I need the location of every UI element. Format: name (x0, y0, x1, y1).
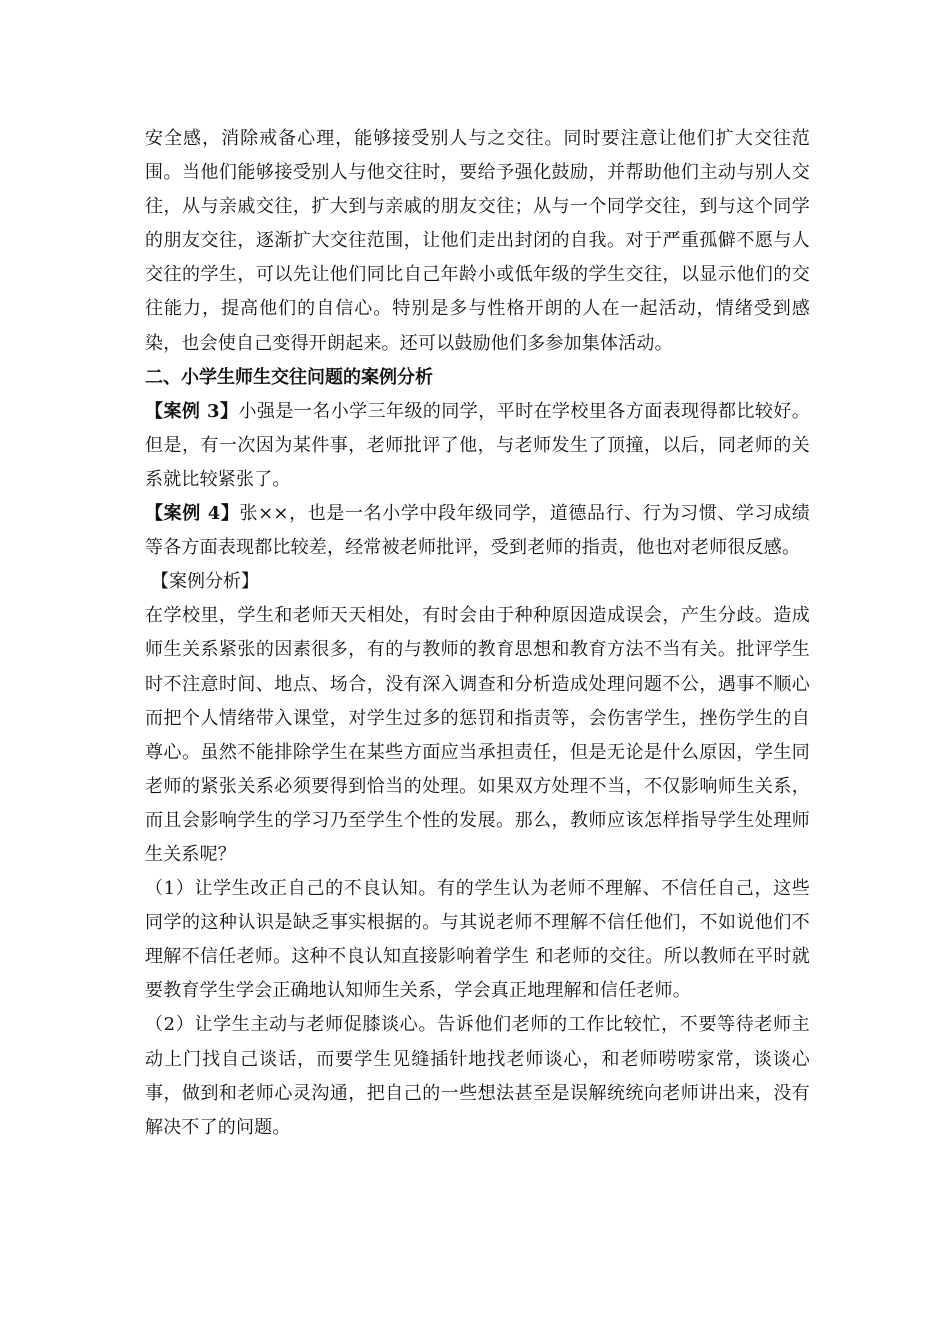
case-3-text: 小强是一名小学三年级的同学，平时在学校里各方面表现得都比较好。但是，有一次因为某件事，老师批评了他，与老师发生了顶撞，以后，同老师的关系就比较紧张了。 (145, 400, 810, 490)
analysis-paragraph: 在学校里，学生和老师天天相处，有时会由于种种原因造成误会，产生分歧。造成师生关系紧张的因素很多，有的与教师的教育思想和教育方法不当有关。批评学生时不注意时间、地点、场合，没有深入调查和分析造成处理问题不公，遇事不顺心而把个人情绪带入课堂，对学生过多的惩罚和指责等，会伤害学生，挫伤学生的自尊心。虽然不能排除学生在某些方面应当承担责任，但是无论是什么原因，学生同老师的紧张关系必须要得到恰当的处理。如果双方处理不当，不仅影响师生关系，而且会影响学生的学习乃至学生个性的发展。那么，教师应该怎样指导学生处理师生关系呢？ (145, 605, 810, 865)
section-heading: 二、小学生师生交往问题的案例分析 (145, 366, 433, 388)
case-4-label: 【案例 4】 (145, 503, 240, 525)
case-3-label: 【案例 3】 (145, 400, 239, 422)
point-2-paragraph: （2）让学生主动与老师促膝谈心。告诉他们老师的工作比较忙，不要等待老师主动上门找自己谈话，而要学生见缝插针地找老师谈心，和老师唠唠家常，谈谈心事，做到和老师心灵沟通，把自己的一些想法甚至是误解统统向老师讲出来，没有解决不了的问题。 (145, 1014, 810, 1138)
case-4-paragraph (145, 497, 810, 565)
case-4-text: 张××，也是一名小学中段年级同学，道德品行、行为习惯、学习成绩等各方面表现都比较差，经常被老师批评，受到老师的指责，他也对老师很反感。 (145, 503, 810, 559)
point-1-paragraph: （1）让学生改正自己的不良认知。有的学生认为老师不理解、不信任自己，这些同学的这种认识是缺乏事实根据的。与其说老师不理解不信任他们，不如说他们不理解不信任老师。这种不良认知直接影响着学生 和老师的交往。所以教师在平时就要教育学生学会正确地认知师生关系，学会真正地理解和信任老师。 (145, 878, 810, 1002)
analysis-label: 【案例分析】 (151, 571, 259, 593)
document-page (145, 122, 810, 1145)
case-3-paragraph (145, 395, 810, 497)
intro-paragraph: 安全感，消除戒备心理，能够接受别人与之交往。同时要注意让他们扩大交往范围。当他们能够接受别人与他交往时，要给予强化鼓励，并帮助他们主动与别人交往，从与亲戚交往，扩大到与亲戚的朋友交往；从与一个同学交往，到与这个同学的朋友交往，逐渐扩大交往范围，让他们走出封闭的自我。对于严重孤僻不愿与人交往的学生，可以先让他们同比自己年龄小或低年级的学生交往，以显示他们的交往能力，提高他们的自信心。特别是多与性格开朗的人在一起活动，情绪受到感染，也会使自己变得开朗起来。还可以鼓励他们多参加集体活动。 (145, 128, 810, 354)
